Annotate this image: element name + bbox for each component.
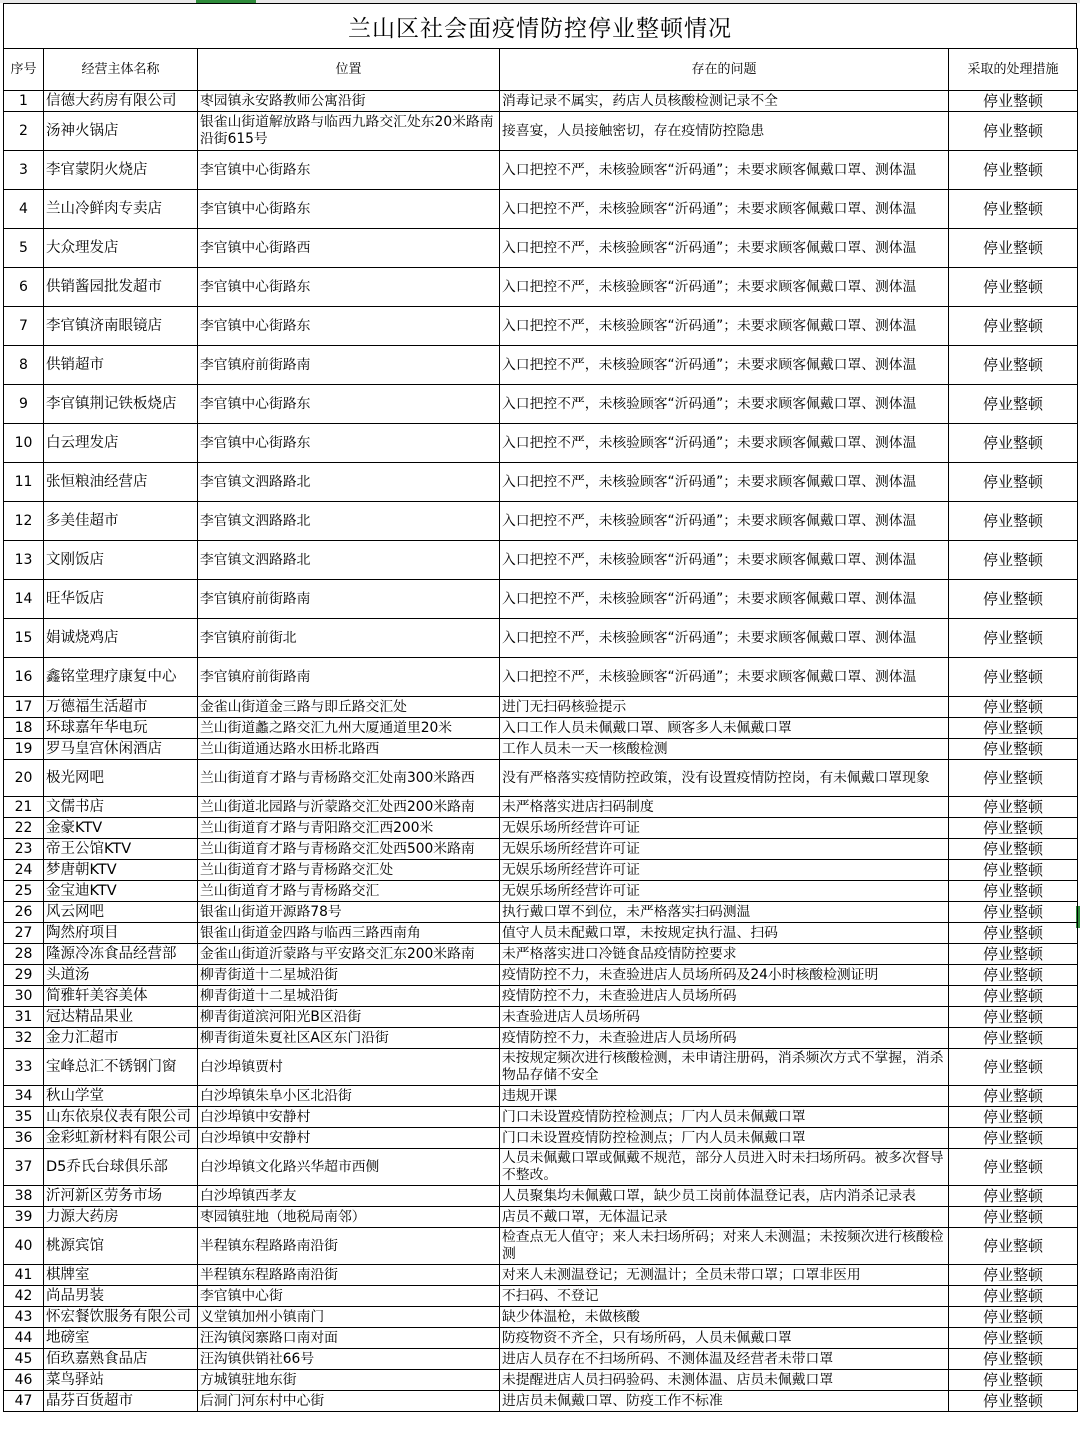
cell-location[interactable]: 白沙埠镇文化路兴华超市西侧	[198, 1149, 500, 1186]
cell-location[interactable]: 兰山街道北园路与沂蒙路交汇处西200米路南	[198, 797, 500, 818]
cell-action[interactable]: 停业整顿	[949, 739, 1078, 760]
cell-location[interactable]: 兰山街道育才路与青杨路交汇处	[198, 860, 500, 881]
cell-problem[interactable]: 人员未佩戴口罩或佩戴不规范，部分人员进入时未扫场所码。被多次督导不整改。	[500, 1149, 949, 1186]
cell-location[interactable]: 李官镇文泗路路北	[198, 502, 500, 541]
cell-location[interactable]: 柳青街道滨河阳光B区沿街	[198, 1007, 500, 1028]
cell-name[interactable]: 晶芬百货超市	[44, 1391, 198, 1412]
cell-problem[interactable]: 入口把控不严，未核验顾客“沂码通”；未要求顾客佩戴口罩、测体温	[500, 541, 949, 580]
cell-problem[interactable]: 入口把控不严，未核验顾客“沂码通”；未要求顾客佩戴口罩、测体温	[500, 580, 949, 619]
cell-problem[interactable]: 入口把控不严，未核验顾客“沂码通”；未要求顾客佩戴口罩、测体温	[500, 658, 949, 697]
table-row	[4, 839, 1078, 860]
cell-name[interactable]: D5乔氏台球俱乐部	[44, 1149, 198, 1186]
cell-location[interactable]: 李官镇府前街路南	[198, 658, 500, 697]
cell-problem[interactable]: 未严格落实进口冷链食品疫情防控要求	[500, 944, 949, 965]
cell-action[interactable]: 停业整顿	[949, 986, 1078, 1007]
cell-no[interactable]: 9	[4, 385, 44, 424]
cell-problem[interactable]: 进店人员存在不扫场所码、不测体温及经营者未带口罩	[500, 1349, 949, 1370]
cell-location[interactable]: 金雀山街道沂蒙路与平安路交汇东200米路南	[198, 944, 500, 965]
cell-problem[interactable]: 疫情防控不力，未查验进店人员场所码	[500, 1028, 949, 1049]
cell-problem[interactable]: 违规开课	[500, 1086, 949, 1107]
cell-location[interactable]: 李官镇府前街路南	[198, 580, 500, 619]
table-row	[4, 718, 1078, 739]
cell-problem[interactable]: 店员不戴口罩，无体温记录	[500, 1207, 949, 1228]
cell-problem[interactable]: 入口把控不严，未核验顾客“沂码通”；未要求顾客佩戴口罩、测体温	[500, 619, 949, 658]
cell-no[interactable]: 27	[4, 923, 44, 944]
cell-name[interactable]: 佰玖嘉熟食品店	[44, 1349, 198, 1370]
cell-location[interactable]: 银雀山街道开源路78号	[198, 902, 500, 923]
cell-problem[interactable]: 没有严格落实疫情防控政策，没有设置疫情防控岗，有未佩戴口罩现象	[500, 760, 949, 797]
cell-location[interactable]: 银雀山街道金四路与临西三路西南角	[198, 923, 500, 944]
cell-action[interactable]: 停业整顿	[949, 1086, 1078, 1107]
cell-location[interactable]: 李官镇中心街路东	[198, 385, 500, 424]
table-row	[4, 965, 1078, 986]
cell-no[interactable]: 7	[4, 307, 44, 346]
table-row	[4, 190, 1078, 229]
cell-no[interactable]: 41	[4, 1265, 44, 1286]
cell-no[interactable]: 21	[4, 797, 44, 818]
cell-name[interactable]: 菜鸟驿站	[44, 1370, 198, 1391]
cell-location[interactable]: 柳青街道十二星城沿街	[198, 965, 500, 986]
header-location[interactable]: 位置	[198, 49, 500, 91]
cell-action[interactable]: 停业整顿	[949, 923, 1078, 944]
cell-no[interactable]: 3	[4, 151, 44, 190]
cell-problem[interactable]: 门口未设置疫情防控检测点；厂内人员未佩戴口罩	[500, 1107, 949, 1128]
cell-action[interactable]: 停业整顿	[949, 307, 1078, 346]
cell-action[interactable]: 停业整顿	[949, 860, 1078, 881]
cell-action[interactable]: 停业整顿	[949, 1186, 1078, 1207]
cell-name[interactable]: 力源大药房	[44, 1207, 198, 1228]
cell-no[interactable]: 12	[4, 502, 44, 541]
cell-problem[interactable]: 未严格落实进店扫码制度	[500, 797, 949, 818]
table-row	[4, 760, 1078, 797]
table-row	[4, 797, 1078, 818]
cell-problem[interactable]: 人员聚集均未佩戴口罩，缺少员工岗前体温登记表，店内消杀记录表	[500, 1186, 949, 1207]
cell-name[interactable]: 极光网吧	[44, 760, 198, 797]
header-no[interactable]: 序号	[4, 49, 44, 91]
table-row	[4, 818, 1078, 839]
table-row	[4, 502, 1078, 541]
table-row	[4, 346, 1078, 385]
cell-location[interactable]: 李官镇中心街路西	[198, 229, 500, 268]
cell-problem[interactable]: 入口把控不严，未核验顾客“沂码通”；未要求顾客佩戴口罩、测体温	[500, 463, 949, 502]
table-row	[4, 1028, 1078, 1049]
table-row	[4, 1049, 1078, 1086]
cell-action[interactable]: 停业整顿	[949, 1128, 1078, 1149]
cell-no[interactable]: 22	[4, 818, 44, 839]
cell-name[interactable]: 白云理发店	[44, 424, 198, 463]
cell-location[interactable]: 白沙埠镇中安静村	[198, 1107, 500, 1128]
header-problem[interactable]: 存在的问题	[500, 49, 949, 91]
cell-no[interactable]: 25	[4, 881, 44, 902]
cell-action[interactable]: 停业整顿	[949, 1007, 1078, 1028]
table-row	[4, 1370, 1078, 1391]
cell-no[interactable]: 30	[4, 986, 44, 1007]
cell-problem[interactable]: 检查点无人值守；来人未扫场所码；对来人未测温；未按频次进行核酸检测	[500, 1228, 949, 1265]
cell-action[interactable]: 停业整顿	[949, 797, 1078, 818]
cell-location[interactable]: 李官镇府前街北	[198, 619, 500, 658]
cell-location[interactable]: 柳青街道十二星城沿街	[198, 986, 500, 1007]
cell-name[interactable]: 金宝迪KTV	[44, 881, 198, 902]
cell-no[interactable]: 11	[4, 463, 44, 502]
cell-problem[interactable]: 无娱乐场所经营许可证	[500, 818, 949, 839]
cell-no[interactable]: 17	[4, 697, 44, 718]
cell-no[interactable]: 6	[4, 268, 44, 307]
cell-location[interactable]: 后洞门河东村中心街	[198, 1391, 500, 1412]
cell-action[interactable]: 停业整顿	[949, 268, 1078, 307]
table-row	[4, 307, 1078, 346]
cell-name[interactable]: 汤神火锅店	[44, 112, 198, 151]
cell-action[interactable]: 停业整顿	[949, 965, 1078, 986]
cell-name[interactable]: 张恒粮油经营店	[44, 463, 198, 502]
cell-action[interactable]: 停业整顿	[949, 502, 1078, 541]
table-body	[4, 91, 1078, 1412]
cell-no[interactable]: 16	[4, 658, 44, 697]
cell-location[interactable]: 李官镇中心街	[198, 1286, 500, 1307]
table-row	[4, 1349, 1078, 1370]
cell-name[interactable]: 环球嘉年华电玩	[44, 718, 198, 739]
cell-name[interactable]: 宝峰总汇不锈钢门窗	[44, 1049, 198, 1086]
table-row	[4, 1307, 1078, 1328]
cell-no[interactable]: 1	[4, 91, 44, 112]
cell-name[interactable]: 秋山学堂	[44, 1086, 198, 1107]
table-row	[4, 424, 1078, 463]
cell-action[interactable]: 停业整顿	[949, 190, 1078, 229]
table-row	[4, 1391, 1078, 1412]
cell-location[interactable]: 银雀山街道解放路与临西九路交汇处东20米路南沿街615号	[198, 112, 500, 151]
cell-no[interactable]: 14	[4, 580, 44, 619]
table-row	[4, 1328, 1078, 1349]
table-row	[4, 1007, 1078, 1028]
cell-name[interactable]: 鑫铭堂理疗康复中心	[44, 658, 198, 697]
cell-name[interactable]: 文刚饭店	[44, 541, 198, 580]
cell-no[interactable]: 26	[4, 902, 44, 923]
cell-problem[interactable]: 进店员未佩戴口罩、防疫工作不标准	[500, 1391, 949, 1412]
cell-no[interactable]: 42	[4, 1286, 44, 1307]
cell-action[interactable]: 停业整顿	[949, 541, 1078, 580]
cell-problem[interactable]: 入口把控不严，未核验顾客“沂码通”；未要求顾客佩戴口罩、测体温	[500, 229, 949, 268]
cell-name[interactable]: 旺华饭店	[44, 580, 198, 619]
cell-action[interactable]: 停业整顿	[949, 1391, 1078, 1412]
cell-name[interactable]: 万德福生活超市	[44, 697, 198, 718]
cell-name[interactable]: 风云网吧	[44, 902, 198, 923]
cell-action[interactable]: 停业整顿	[949, 1370, 1078, 1391]
cell-location[interactable]: 兰山街道育才路与青杨路交汇处南300米路西	[198, 760, 500, 797]
cell-no[interactable]: 43	[4, 1307, 44, 1328]
cell-name[interactable]: 供销酱园批发超市	[44, 268, 198, 307]
cell-action[interactable]: 停业整顿	[949, 881, 1078, 902]
table-row	[4, 1265, 1078, 1286]
cell-no[interactable]: 33	[4, 1049, 44, 1086]
cell-location[interactable]: 义堂镇加州小镇南门	[198, 1307, 500, 1328]
cell-location[interactable]: 白沙埠镇朱阜小区北沿街	[198, 1086, 500, 1107]
cell-name[interactable]: 金豪KTV	[44, 818, 198, 839]
header-action[interactable]: 采取的处理措施	[949, 49, 1078, 91]
cell-action[interactable]: 停业整顿	[949, 424, 1078, 463]
cell-name[interactable]: 罗马皇宫休闲酒店	[44, 739, 198, 760]
cell-location[interactable]: 李官镇中心街路东	[198, 307, 500, 346]
cell-no[interactable]: 38	[4, 1186, 44, 1207]
cell-location[interactable]: 兰山街道育才路与青杨路交汇	[198, 881, 500, 902]
cell-problem[interactable]: 门口未设置疫情防控检测点；厂内人员未佩戴口罩	[500, 1128, 949, 1149]
cell-action[interactable]: 停业整顿	[949, 1228, 1078, 1265]
cell-no[interactable]: 45	[4, 1349, 44, 1370]
cell-problem[interactable]: 执行戴口罩不到位，未严格落实扫码测温	[500, 902, 949, 923]
cell-name[interactable]: 梦唐朝KTV	[44, 860, 198, 881]
table-row	[4, 385, 1078, 424]
cell-action[interactable]: 停业整顿	[949, 818, 1078, 839]
cell-name[interactable]: 李官镇荆记铁板烧店	[44, 385, 198, 424]
cell-name[interactable]: 金彩虹新材料有限公司	[44, 1128, 198, 1149]
cell-location[interactable]: 白沙埠镇中安静村	[198, 1128, 500, 1149]
table-row	[4, 1128, 1078, 1149]
cell-problem[interactable]: 入口把控不严，未核验顾客“沂码通”；未要求顾客佩戴口罩、测体温	[500, 268, 949, 307]
cell-name[interactable]: 隆源冷冻食品经营部	[44, 944, 198, 965]
cell-problem[interactable]: 入口把控不严，未核验顾客“沂码通”；未要求顾客佩戴口罩、测体温	[500, 190, 949, 229]
cell-action[interactable]: 停业整顿	[949, 902, 1078, 923]
cell-location[interactable]: 兰山街道蠡之路交汇九州大厦通道里20米	[198, 718, 500, 739]
table-row	[4, 902, 1078, 923]
table-row	[4, 580, 1078, 619]
cell-no[interactable]: 39	[4, 1207, 44, 1228]
cell-problem[interactable]: 消毒记录不属实，药店人员核酸检测记录不全	[500, 91, 949, 112]
cell-name[interactable]: 头道汤	[44, 965, 198, 986]
cell-location[interactable]: 李官镇文泗路路北	[198, 541, 500, 580]
cell-no[interactable]: 19	[4, 739, 44, 760]
cell-action[interactable]: 停业整顿	[949, 1307, 1078, 1328]
cell-problem[interactable]: 入口把控不严，未核验顾客“沂码通”；未要求顾客佩戴口罩、测体温	[500, 346, 949, 385]
cell-no[interactable]: 20	[4, 760, 44, 797]
cell-no[interactable]: 28	[4, 944, 44, 965]
cell-problem[interactable]: 入口工作人员未佩戴口罩、顾客多人未佩戴口罩	[500, 718, 949, 739]
cell-no[interactable]: 18	[4, 718, 44, 739]
cell-location[interactable]: 白沙埠镇西孝友	[198, 1186, 500, 1207]
cell-no[interactable]: 5	[4, 229, 44, 268]
cell-name[interactable]: 大众理发店	[44, 229, 198, 268]
cell-location[interactable]: 兰山街道育才路与青阳路交汇西200米	[198, 818, 500, 839]
cell-action[interactable]: 停业整顿	[949, 1349, 1078, 1370]
cell-name[interactable]: 帝王公馆KTV	[44, 839, 198, 860]
table-row	[4, 739, 1078, 760]
cell-location[interactable]: 半程镇东程路路南沿街	[198, 1228, 500, 1265]
cell-name[interactable]: 李官蒙阴火烧店	[44, 151, 198, 190]
cell-action[interactable]: 停业整顿	[949, 1265, 1078, 1286]
cell-location[interactable]: 李官镇中心街路东	[198, 268, 500, 307]
cell-location[interactable]: 枣园镇驻地（地税局南邻）	[198, 1207, 500, 1228]
cell-action[interactable]: 停业整顿	[949, 1328, 1078, 1349]
cell-action[interactable]: 停业整顿	[949, 944, 1078, 965]
cell-no[interactable]: 10	[4, 424, 44, 463]
cell-no[interactable]: 37	[4, 1149, 44, 1186]
cell-name[interactable]: 山东依泉仪表有限公司	[44, 1107, 198, 1128]
cell-name[interactable]: 沂河新区劳务市场	[44, 1186, 198, 1207]
cell-location[interactable]: 柳青街道朱夏社区A区东门沿街	[198, 1028, 500, 1049]
cell-location[interactable]: 金雀山街道金三路与即丘路交汇处	[198, 697, 500, 718]
cell-no[interactable]: 24	[4, 860, 44, 881]
table-row	[4, 1186, 1078, 1207]
table-row	[4, 229, 1078, 268]
header-row	[4, 49, 1078, 91]
cell-action[interactable]: 停业整顿	[949, 1149, 1078, 1186]
cell-no[interactable]: 31	[4, 1007, 44, 1028]
cell-no[interactable]: 15	[4, 619, 44, 658]
cell-name[interactable]: 李官镇济南眼镜店	[44, 307, 198, 346]
header-name[interactable]: 经营主体名称	[44, 49, 198, 91]
cell-location[interactable]: 兰山街道育才路与青杨路交汇处西500米路南	[198, 839, 500, 860]
cell-action[interactable]: 停业整顿	[949, 463, 1078, 502]
cell-no[interactable]: 8	[4, 346, 44, 385]
cell-action[interactable]: 停业整顿	[949, 1286, 1078, 1307]
cell-action[interactable]: 停业整顿	[949, 1207, 1078, 1228]
cell-name[interactable]: 供销超市	[44, 346, 198, 385]
cell-name[interactable]: 陶然府项目	[44, 923, 198, 944]
cell-name[interactable]: 尚品男装	[44, 1286, 198, 1307]
cell-action[interactable]: 停业整顿	[949, 658, 1078, 697]
page-title: 兰山区社会面疫情防控停业整顿情况	[3, 3, 1077, 48]
cell-no[interactable]: 35	[4, 1107, 44, 1128]
cell-action[interactable]: 停业整顿	[949, 1028, 1078, 1049]
cell-location[interactable]: 半程镇东程路路南沿街	[198, 1265, 500, 1286]
cell-no[interactable]: 32	[4, 1028, 44, 1049]
cell-problem[interactable]: 不扫码、不登记	[500, 1286, 949, 1307]
table-row	[4, 619, 1078, 658]
cell-location[interactable]: 兰山街道通达路水田桥北路西	[198, 739, 500, 760]
table-row	[4, 860, 1078, 881]
table-row	[4, 1107, 1078, 1128]
cell-name[interactable]: 地磅室	[44, 1328, 198, 1349]
cell-problem[interactable]: 无娱乐场所经营许可证	[500, 839, 949, 860]
cell-action[interactable]: 停业整顿	[949, 91, 1078, 112]
cell-problem[interactable]: 入口把控不严，未核验顾客“沂码通”；未要求顾客佩戴口罩、测体温	[500, 502, 949, 541]
cell-no[interactable]: 46	[4, 1370, 44, 1391]
cell-no[interactable]: 2	[4, 112, 44, 151]
closure-table	[3, 48, 1078, 1412]
cell-problem[interactable]: 接喜宴，人员接触密切，存在疫情防控隐患	[500, 112, 949, 151]
table-row	[4, 1149, 1078, 1186]
table-row	[4, 541, 1078, 580]
cell-problem[interactable]: 缺少体温枪，未做核酸	[500, 1307, 949, 1328]
cell-no[interactable]: 36	[4, 1128, 44, 1149]
cell-no[interactable]: 23	[4, 839, 44, 860]
cell-name[interactable]: 多美佳超市	[44, 502, 198, 541]
cell-action[interactable]: 停业整顿	[949, 229, 1078, 268]
cell-location[interactable]: 李官镇中心街路东	[198, 190, 500, 229]
table-row	[4, 268, 1078, 307]
cell-problem[interactable]: 疫情防控不力，未查验进店人员场所码及24小时核酸检测证明	[500, 965, 949, 986]
cell-name[interactable]: 信德大药房有限公司	[44, 91, 198, 112]
cell-name[interactable]: 棋牌室	[44, 1265, 198, 1286]
cell-name[interactable]: 文儒书店	[44, 797, 198, 818]
cell-action[interactable]: 停业整顿	[949, 580, 1078, 619]
cell-location[interactable]: 李官镇府前街路南	[198, 346, 500, 385]
cell-problem[interactable]: 值守人员未配戴口罩，未按规定执行温、扫码	[500, 923, 949, 944]
cell-name[interactable]: 娟诚烧鸡店	[44, 619, 198, 658]
table-row	[4, 986, 1078, 1007]
cell-location[interactable]: 汪沟镇供销社66号	[198, 1349, 500, 1370]
cell-problem[interactable]: 进门无扫码核验提示	[500, 697, 949, 718]
table-row	[4, 923, 1078, 944]
cell-problem[interactable]: 无娱乐场所经营许可证	[500, 881, 949, 902]
cell-action[interactable]: 停业整顿	[949, 112, 1078, 151]
table-row	[4, 1228, 1078, 1265]
cell-action[interactable]: 停业整顿	[949, 346, 1078, 385]
cell-action[interactable]: 停业整顿	[949, 718, 1078, 739]
cell-name[interactable]: 冠达精品果业	[44, 1007, 198, 1028]
cell-location[interactable]: 汪沟镇闵寨路口南对面	[198, 1328, 500, 1349]
cell-problem[interactable]: 入口把控不严，未核验顾客“沂码通”；未要求顾客佩戴口罩、测体温	[500, 385, 949, 424]
cell-action[interactable]: 停业整顿	[949, 385, 1078, 424]
cell-location[interactable]: 方城镇驻地东街	[198, 1370, 500, 1391]
cell-action[interactable]: 停业整顿	[949, 839, 1078, 860]
spreadsheet	[3, 3, 1077, 1412]
cell-problem[interactable]: 无娱乐场所经营许可证	[500, 860, 949, 881]
cell-problem[interactable]: 未查验进店人员场所码	[500, 1007, 949, 1028]
table-row	[4, 91, 1078, 112]
cell-location[interactable]: 白沙埠镇贾村	[198, 1049, 500, 1086]
cell-location[interactable]: 李官镇中心街路东	[198, 151, 500, 190]
cell-problem[interactable]: 未按规定频次进行核酸检测，未申请注册码，消杀频次方式不掌握，消杀物品存储不安全	[500, 1049, 949, 1086]
cell-problem[interactable]: 疫情防控不力，未查验进店人员场所码	[500, 986, 949, 1007]
table-row	[4, 1086, 1078, 1107]
cell-problem[interactable]: 工作人员未一天一核酸检测	[500, 739, 949, 760]
cell-action[interactable]: 停业整顿	[949, 697, 1078, 718]
cell-problem[interactable]: 未提醒进店人员扫码验码、未测体温、店员未佩戴口罩	[500, 1370, 949, 1391]
cell-no[interactable]: 34	[4, 1086, 44, 1107]
table-row	[4, 112, 1078, 151]
cell-no[interactable]: 40	[4, 1228, 44, 1265]
cell-no[interactable]: 47	[4, 1391, 44, 1412]
cell-no[interactable]: 4	[4, 190, 44, 229]
table-row	[4, 463, 1078, 502]
table-row	[4, 697, 1078, 718]
cell-name[interactable]: 桃源宾馆	[44, 1228, 198, 1265]
cell-action[interactable]: 停业整顿	[949, 619, 1078, 658]
cell-name[interactable]: 金力汇超市	[44, 1028, 198, 1049]
cell-no[interactable]: 13	[4, 541, 44, 580]
cell-problem[interactable]: 对来人未测温登记；无测温计；全员未带口罩；口罩非医用	[500, 1265, 949, 1286]
cell-action[interactable]: 停业整顿	[949, 760, 1078, 797]
cell-name[interactable]: 怀宏餐饮服务有限公司	[44, 1307, 198, 1328]
table-row	[4, 1207, 1078, 1228]
cell-name[interactable]: 简雅轩美容美体	[44, 986, 198, 1007]
cell-location[interactable]: 李官镇文泗路路北	[198, 463, 500, 502]
cell-name[interactable]: 兰山冷鲜肉专卖店	[44, 190, 198, 229]
cell-no[interactable]: 44	[4, 1328, 44, 1349]
table-row	[4, 151, 1078, 190]
table-row	[4, 944, 1078, 965]
cell-location[interactable]: 李官镇中心街路东	[198, 424, 500, 463]
cell-action[interactable]: 停业整顿	[949, 1049, 1078, 1086]
table-row	[4, 1286, 1078, 1307]
cell-problem[interactable]: 入口把控不严，未核验顾客“沂码通”；未要求顾客佩戴口罩、测体温	[500, 424, 949, 463]
cell-problem[interactable]: 入口把控不严，未核验顾客“沂码通”；未要求顾客佩戴口罩、测体温	[500, 307, 949, 346]
cell-action[interactable]: 停业整顿	[949, 151, 1078, 190]
cell-location[interactable]: 枣园镇永安路教师公寓沿街	[198, 91, 500, 112]
cell-action[interactable]: 停业整顿	[949, 1107, 1078, 1128]
table-row	[4, 658, 1078, 697]
table-row	[4, 881, 1078, 902]
cell-problem[interactable]: 防疫物资不齐全，只有场所码，人员未佩戴口罩	[500, 1328, 949, 1349]
cell-no[interactable]: 29	[4, 965, 44, 986]
cell-problem[interactable]: 入口把控不严，未核验顾客“沂码通”；未要求顾客佩戴口罩、测体温	[500, 151, 949, 190]
